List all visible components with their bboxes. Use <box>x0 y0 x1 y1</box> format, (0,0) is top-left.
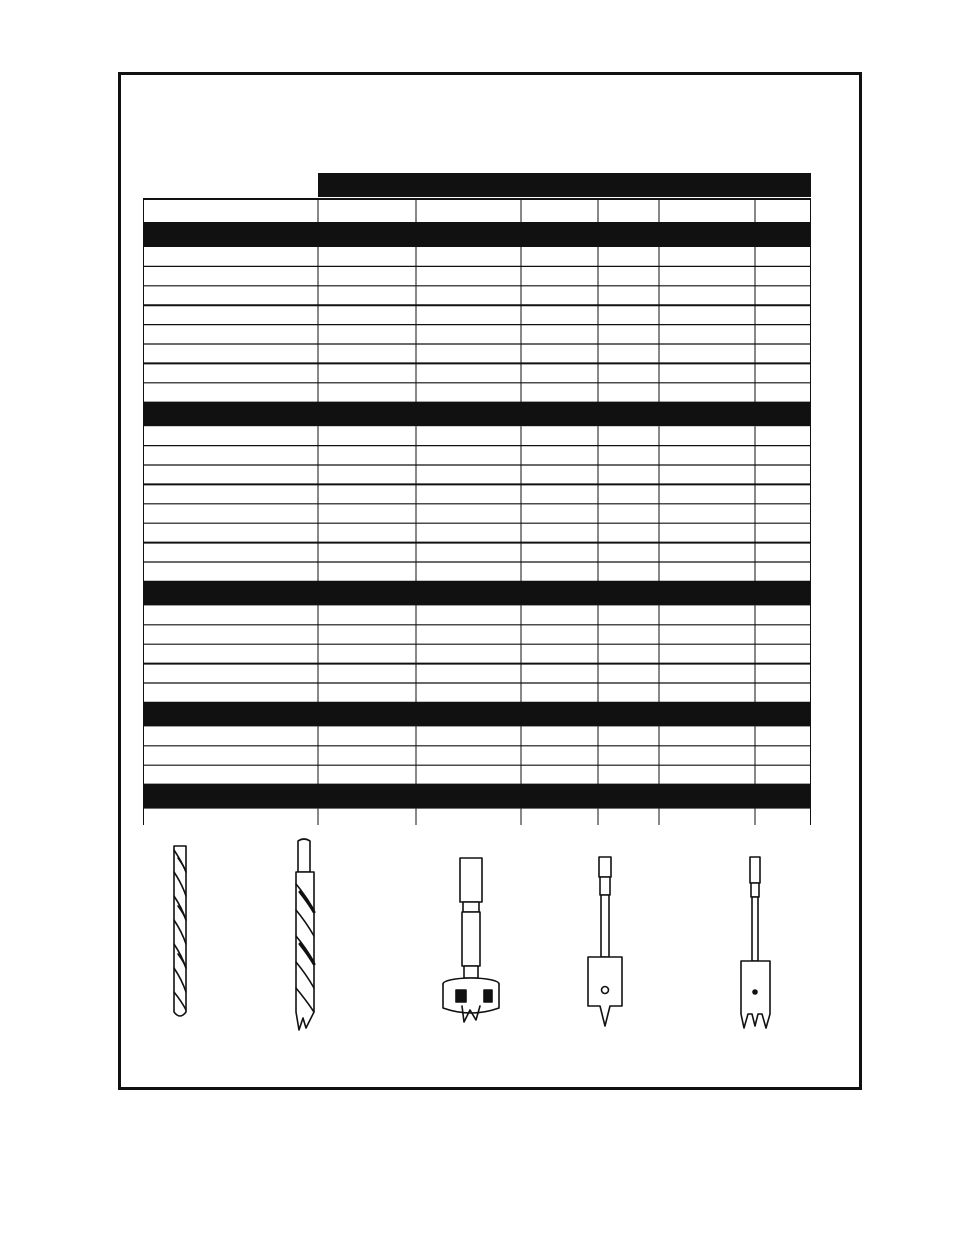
spade-bit-icon <box>588 857 622 1026</box>
forstner-bit-icon <box>443 858 499 1022</box>
spur-spade-bit-icon <box>741 857 770 1028</box>
brad-point-drill-bit-icon <box>296 839 314 1030</box>
twist-drill-bit-icon <box>174 846 186 1016</box>
